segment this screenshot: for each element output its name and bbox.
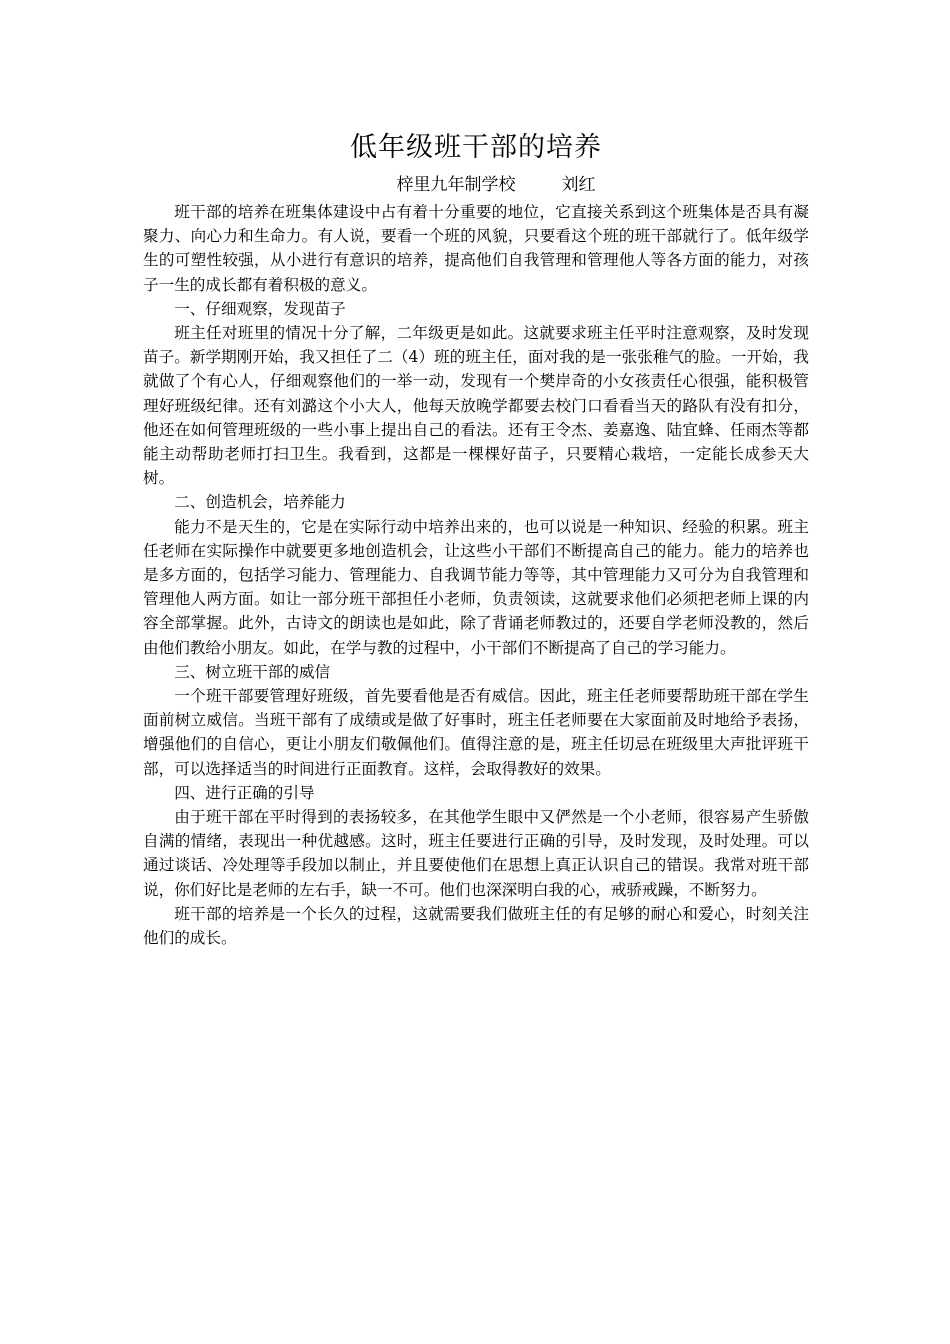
document-page	[143, 128, 809, 950]
section-heading-4: 四、进行正确的引导	[174, 783, 315, 802]
document-title: 低年级班干部的培养	[350, 132, 602, 163]
school-name: 梓里九年制学校	[396, 175, 516, 195]
byline	[143, 170, 809, 200]
section-heading-2: 二、创造机会，培养能力	[174, 493, 346, 512]
paragraph-section-1: 班主任对班里的情况十分了解，二年级更是如此。这就要求班主任平时注意观察，及时发现苗子。新学期刚开始，我又担任了二（4）班的班主任，面对我的是一张张稚气的脸。一开始，我就做了个有心人，仔细观察他们的一举一动，发现有一个樊岸奇的小女孩责任心很强，能积极管理好班级纪律。还有刘潞这个小大人，他每天放晚学都要去校门口看看当天的路队有没有扣分，他还在如何管理班级的一些小事上提出自己的看法。还有王令杰、姜嘉逸、陆宜蜂、任雨杰等都能主动帮助老师打扫卫生。我看到，这都是一棵棵好苗子，只要精心栽培，一定能长成参天大树。	[143, 324, 809, 488]
paragraph-section-4: 由于班干部在平时得到的表扬较多，在其他学生眼中又俨然是一个小老师，很容易产生骄傲自满的情绪，表现出一种优越感。这时，班主任要进行正确的引导，及时发现，及时处理。可以通过谈话、冷处理等手段加以制止，并且要使他们在思想上真正认识自己的错误。我常对班干部说，你们好比是老师的左右手，缺一不可。他们也深深明白我的心，戒骄戒躁，不断努力。	[143, 808, 809, 899]
paragraph-section-3: 一个班干部要管理好班级，首先要看他是否有威信。因此，班主任老师要帮助班干部在学生面前树立威信。当班干部有了成绩或是做了好事时，班主任老师要在大家面前及时地给予表扬，增强他们的自信心，更让小朋友们敬佩他们。值得注意的是，班主任切忌在班级里大声批评班干部，可以选择适当的时间进行正面教育。这样，会取得教好的效果。	[143, 687, 809, 778]
document-body	[143, 200, 809, 950]
paragraph-conclusion: 班干部的培养是一个长久的过程，这就需要我们做班主任的有足够的耐心和爱心，时刻关注他们的成长。	[143, 904, 809, 948]
paragraph-section-2: 能力不是天生的，它是在实际行动中培养出来的，也可以说是一种知识、经验的积累。班主任老师在实际操作中就要更多地创造机会，让这些小干部们不断提高自己的能力。能力的培养也是多方面的，包括学习能力、管理能力、自我调节能力等等，其中管理能力又可分为自我管理和管理他人两方面。如让一部分班干部担任小老师，负责领读，这就要求他们必须把老师上课的内容全部掌握。此外，古诗文的朗读也是如此，除了背诵老师教过的，还要自学老师没教的，然后由他们教给小朋友。如此，在学与教的过程中，小干部们不断提高了自己的学习能力。	[143, 517, 809, 657]
paragraph-intro: 班干部的培养在班集体建设中占有着十分重要的地位，它直接关系到这个班集体是否具有凝聚力、向心力和生命力。有人说，要看一个班的风貌，只要看这个班的班干部就行了。低年级学生的可塑性较强，从小进行有意识的培养，提高他们自我管理和管理他人等各方面的能力，对孩子一生的成长都有着积极的意义。	[143, 203, 809, 294]
section-heading-1: 一、仔细观察，发现苗子	[174, 299, 346, 318]
section-heading-3: 三、树立班干部的威信	[174, 662, 331, 681]
author-name: 刘红	[561, 175, 596, 195]
